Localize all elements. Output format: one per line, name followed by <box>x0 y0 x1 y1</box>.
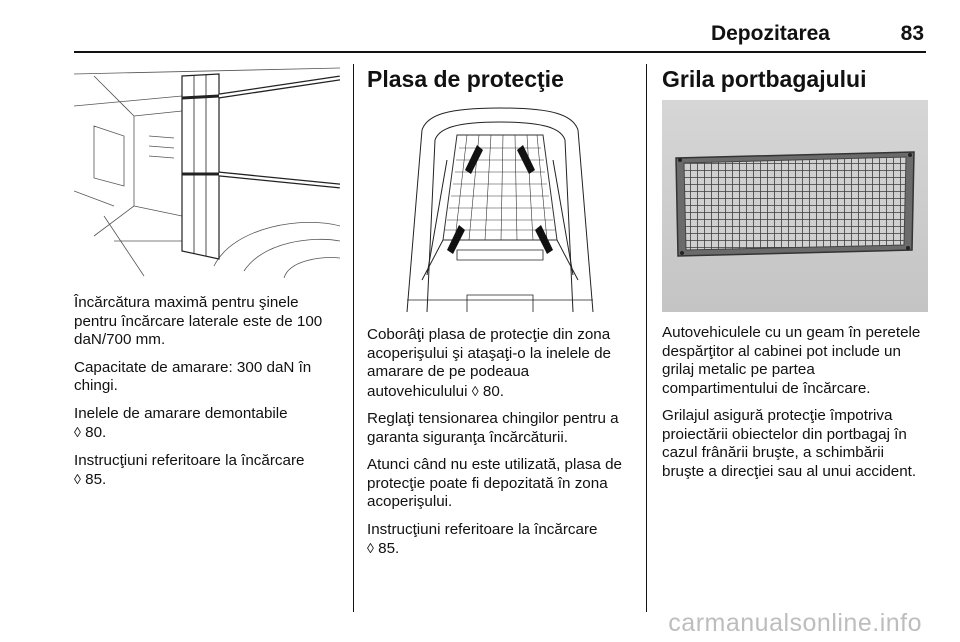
section-heading: Plasa de protecţie <box>367 66 564 92</box>
page-reference-icon: ◊ <box>471 382 479 399</box>
paragraph <box>367 326 633 401</box>
column-divider <box>353 64 354 612</box>
page-reference[interactable]: 85. <box>85 471 107 488</box>
page-reference[interactable]: 85. <box>378 540 400 557</box>
watermark: carmanualsonline.info <box>668 609 922 637</box>
paragraph-text: Inelele de amarare demontabile <box>74 404 288 422</box>
page-reference-icon: ◊ <box>74 471 81 487</box>
protective-net-illustration <box>367 100 633 314</box>
paragraph: Grilajul asigură protecţie împotriva proiectării obiectelor din portbagaj în cazul frânării bruşte, a schimbării bruşte a direcţiei sau al unui accident. <box>662 407 917 480</box>
cargo-rail-illustration <box>74 66 340 278</box>
paragraph: Atunci când nu este utilizată, plasa de protecţie poate fi depozitată în zona acoperişului. <box>367 456 622 510</box>
paragraph: Reglaţi tensionarea chingilor pentru a garanta siguranţa încărcăturii. <box>367 410 619 446</box>
page-reference-icon: ◊ <box>367 540 374 556</box>
paragraph <box>74 405 340 443</box>
paragraph: Autovehiculele cu un geam în peretele despărţitor al cabinei pot include un grilaj metalic pe partea compartimentului de încărcare. <box>662 324 921 397</box>
page-number: 83 <box>900 22 924 45</box>
paragraph: Încărcătura maximă pentru şinele pentru încărcare laterale este de 100 daN/700 mm. <box>74 294 323 348</box>
paragraph <box>74 452 340 490</box>
paragraph-text: Coborâţi plasa de protecţie din zona acoperişului şi ataşaţi-o la inelele de amarare de pe podeaua autovehiculului <box>367 326 611 400</box>
page-reference[interactable]: 80. <box>85 424 107 441</box>
paragraph-text: Instrucţiuni referitoare la încărcare <box>74 451 305 469</box>
cargo-grille-illustration <box>662 100 928 312</box>
paragraph <box>367 521 633 559</box>
header-rule <box>74 51 926 53</box>
section-title: Depozitarea <box>710 22 830 45</box>
paragraph: Capacitate de amarare: 300 daN în chingi. <box>74 358 312 394</box>
column-3 <box>662 66 928 490</box>
page-reference-icon: ◊ <box>74 424 81 440</box>
section-heading: Grila portbagajului <box>662 66 867 92</box>
column-2 <box>367 66 633 568</box>
paragraph-text: Instrucţiuni referitoare la încărcare <box>367 520 598 538</box>
page-header <box>0 0 960 60</box>
column-1 <box>74 66 340 499</box>
column-divider <box>646 64 647 612</box>
page-reference[interactable]: 80. <box>482 382 504 400</box>
